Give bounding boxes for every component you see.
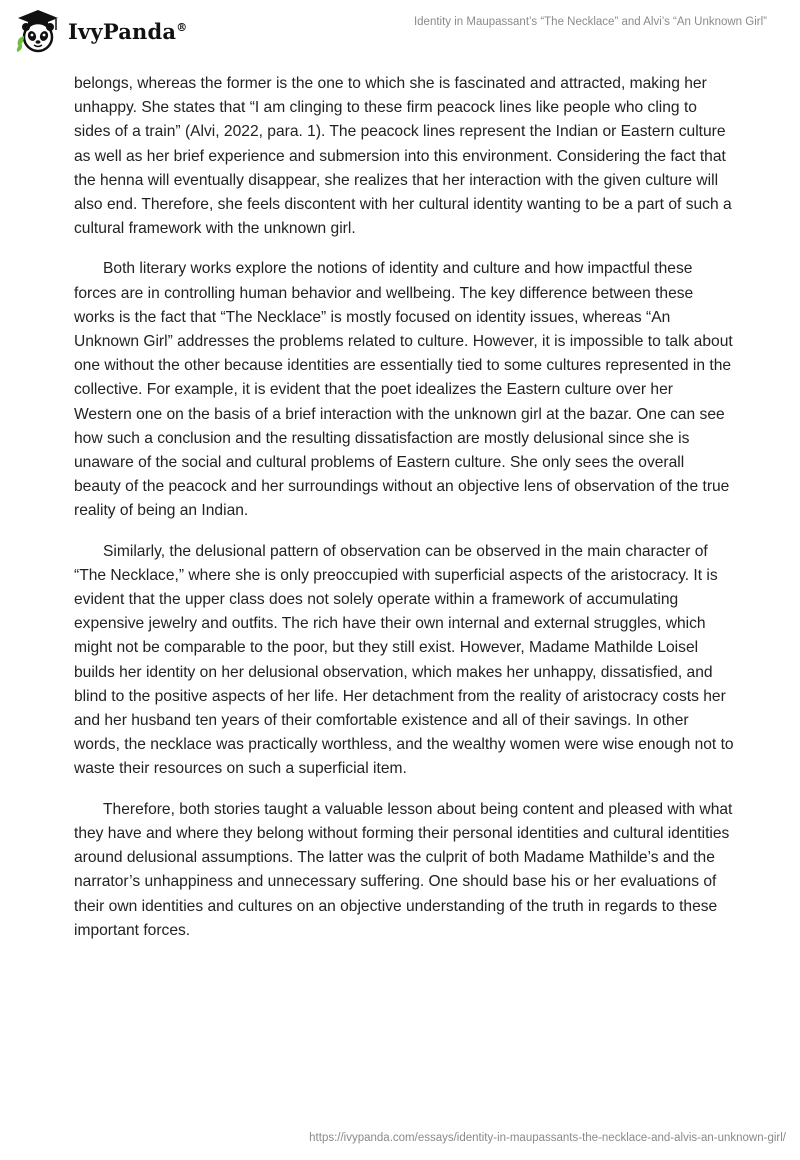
panda-graduate-icon bbox=[14, 8, 62, 54]
document-title: Identity in Maupassant’s “The Necklace” and Alvi’s “An Unknown Girl” bbox=[413, 16, 767, 28]
brand-name: IvyPanda® bbox=[68, 18, 188, 44]
paragraph-continuation: belongs, whereas the former is the one to which she is fascinated and attracted, making her unhappy. She states that “I am clinging to these firm peacock lines like people who cling to sides of a train” (Alvi, 2022, para. 1). The peacock lines represent the Indian or Eastern culture as well as her brief experience and submersion into this environment. Considering the fact that the henna will eventually disappear, she realizes that her interaction with the given culture will also end. Therefore, she feels discontent with her cultural identity wanting to be a part of such a cultural framework with the unknown girl. bbox=[74, 75, 732, 238]
paragraph: Similarly, the delusional pattern of observation can be observed in the main character of “The Necklace,” where she is only preoccupied with superficial aspects of the aristocracy. It is evident that the upper class does not solely operate within a framework of accumulating expensive jewelry and outfits. The rich have their own internal and external struggles, which might not be comparable to the poor, but they still exist. However, Madame Mathilde Loisel builds her identity on her delusional observation, which makes her unhappy, dissatisfied, and blind to the positive aspects of her life. Her detachment from the reality of aristocracy costs her and her husband ten years of their comfortable existence and all of their savings. In other words, the necklace was practically worthless, and the wealthy women were wise enough not to waste their resources on such a superficial item. bbox=[74, 542, 734, 778]
page-header bbox=[0, 0, 800, 60]
paragraph: Therefore, both stories taught a valuable lesson about being content and pleased with what they have and where they belong without forming their personal identities and cultural identities around delusional assumptions. The latter was the culprit of both Madame Mathilde’s and the narrator’s unhappiness and unnecessary suffering. One should base his or her evaluations of their own identities and cultures on an objective understanding of the truth in regards to these important forces. bbox=[74, 800, 733, 939]
registered-mark: ® bbox=[176, 20, 188, 34]
essay-body bbox=[74, 72, 734, 959]
ivypanda-logo[interactable] bbox=[14, 8, 187, 54]
source-url[interactable]: https://ivypanda.com/essays/identity-in-maupassants-the-necklace-and-alvis-an-unknown-girl/ bbox=[309, 1132, 786, 1144]
paragraph: Both literary works explore the notions of identity and culture and how impactful these forces are in controlling human behavior and wellbeing. The key difference between these works is the fact that “The Necklace” is mostly focused on identity issues, whereas “An Unknown Girl” addresses the problems related to culture. However, it is impossible to talk about one without the other because identities are essentially tied to some cultures represented in the collective. For example, it is evident that the poet idealizes the Eastern culture over her Western one on the basis of a brief interaction with the unknown girl at the bazar. One can see how such a conclusion and the resulting dissatisfaction are mostly delusional since she is unaware of the social and cultural problems of Eastern culture. She only sees the overall beauty of the peacock and her surroundings without an objective lens of observation of the true reality of being an Indian. bbox=[74, 260, 733, 520]
